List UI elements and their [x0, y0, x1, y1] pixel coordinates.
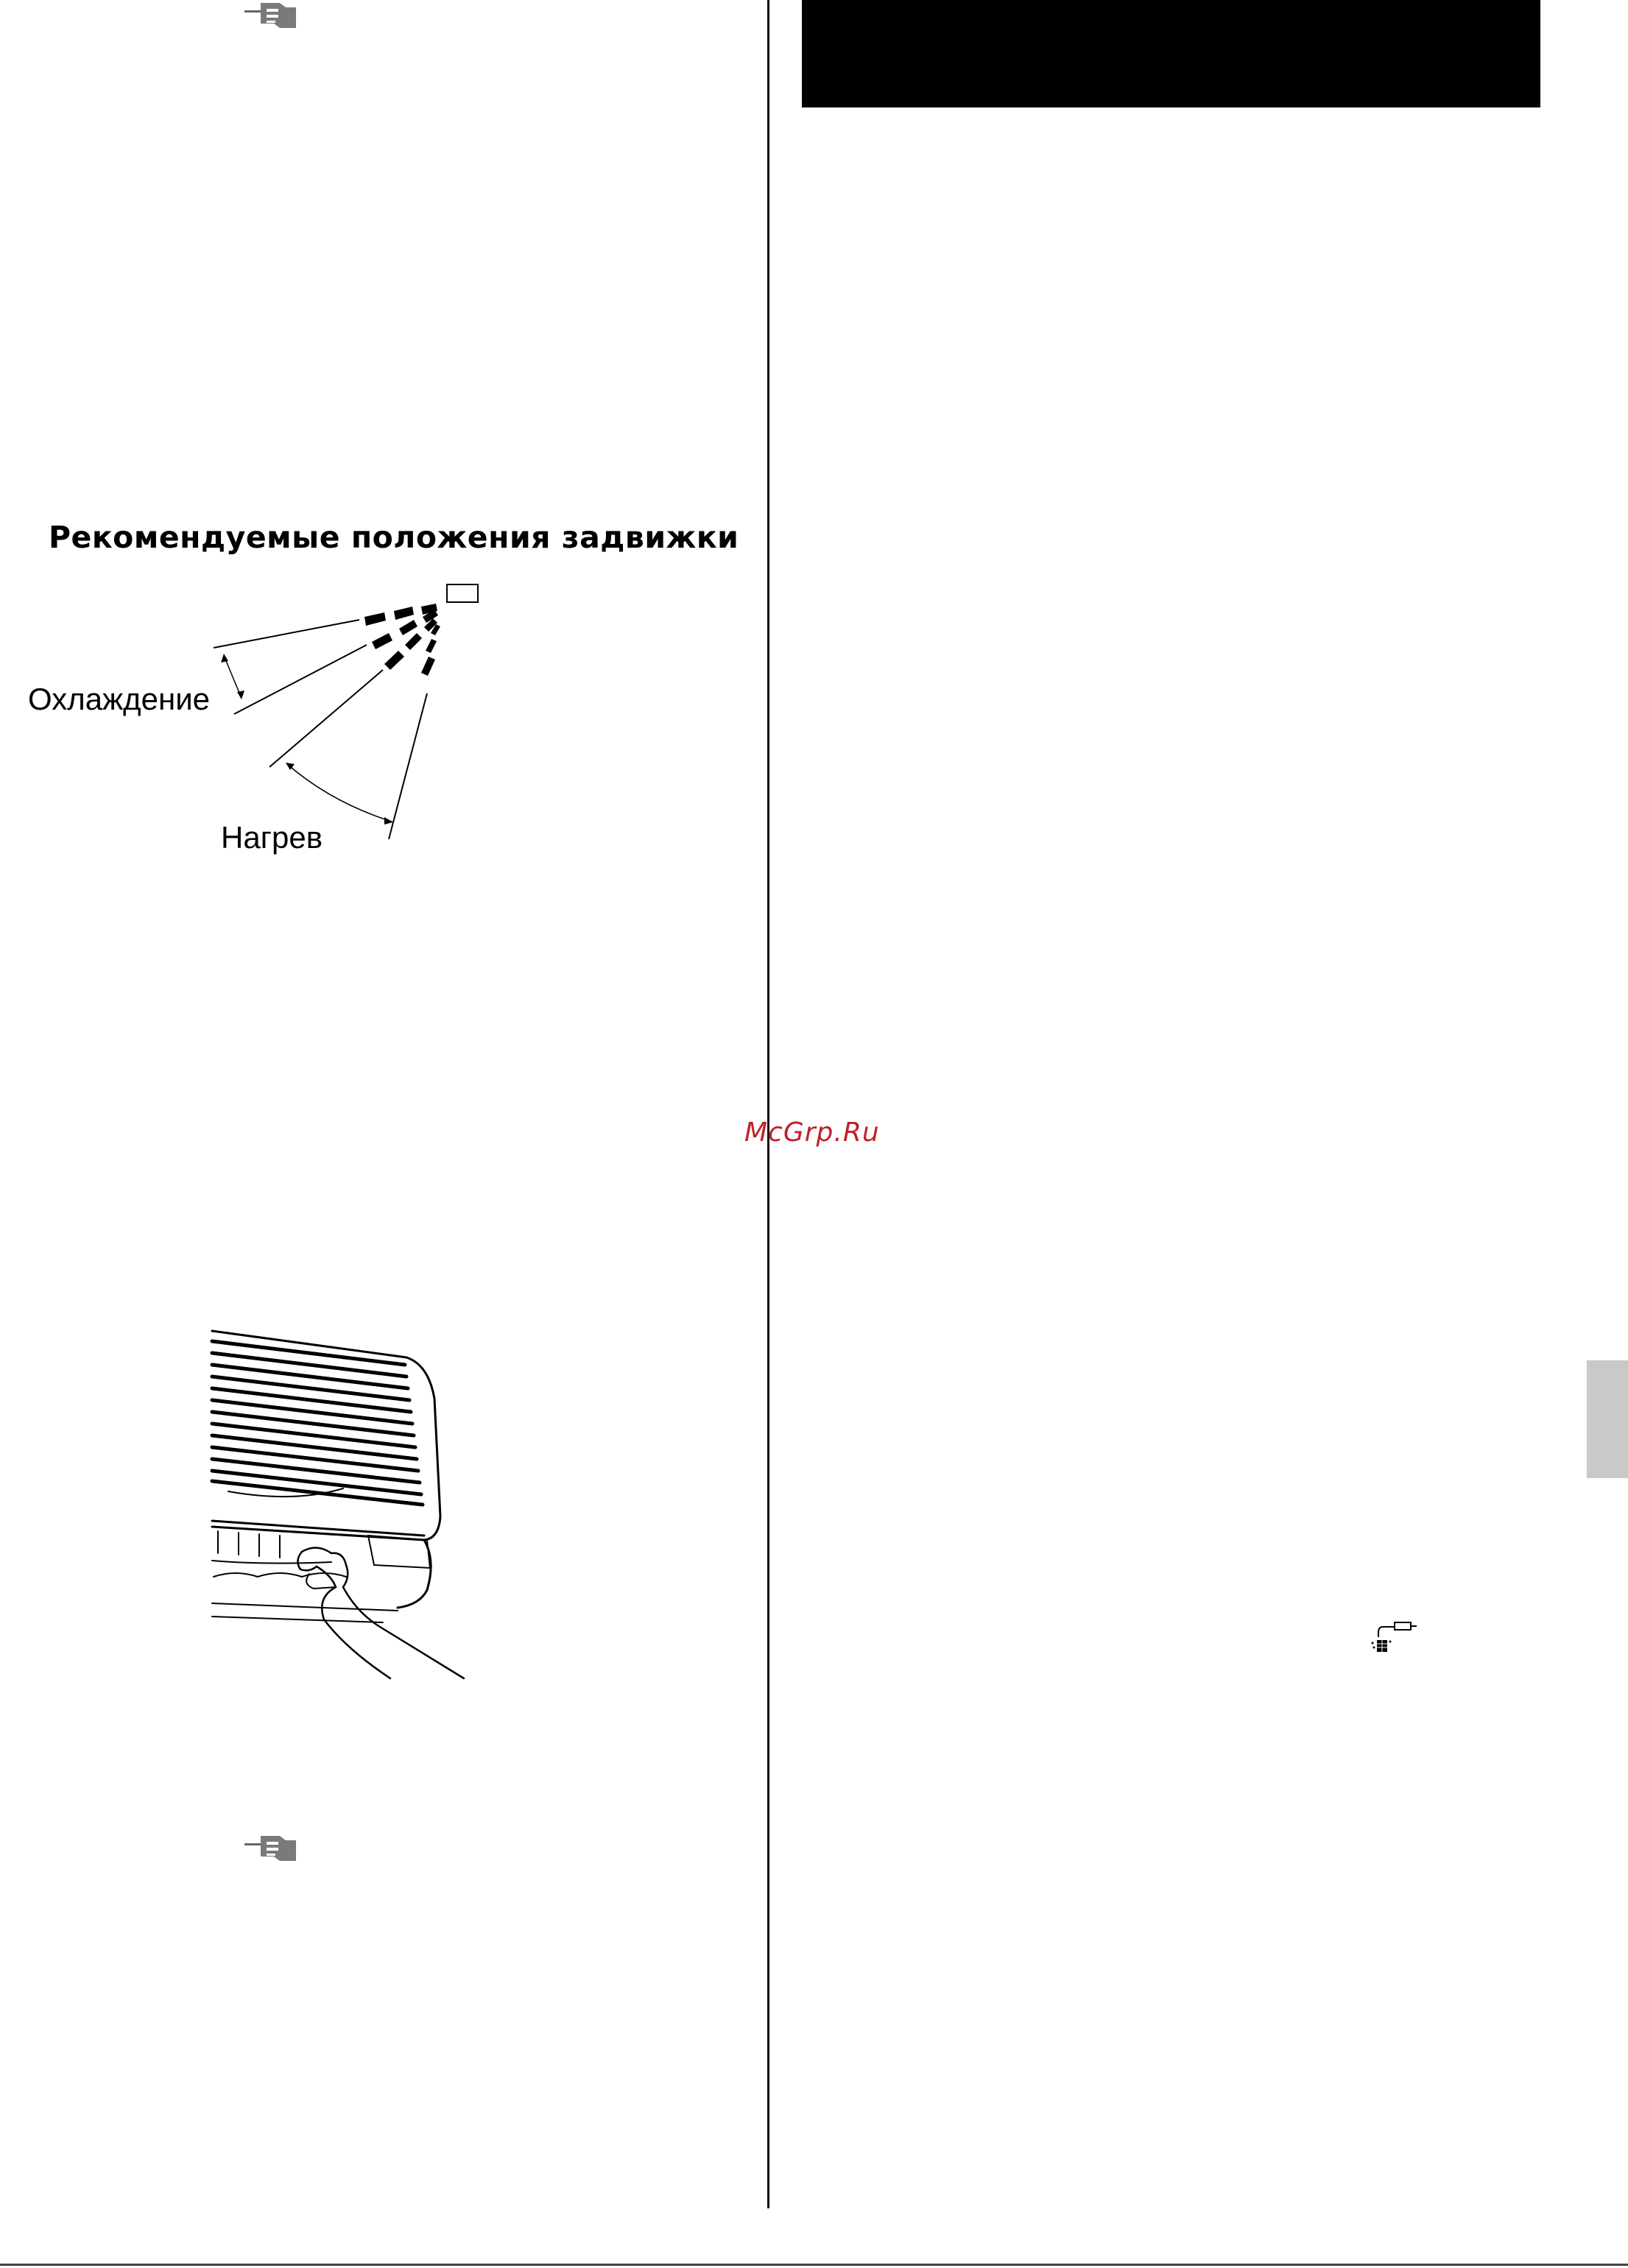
bottom-rule [0, 2264, 1628, 2266]
heating-label: Нагрев [221, 820, 323, 855]
pointing-hand-note-icon [244, 1833, 300, 1865]
louver-position-diagram [191, 574, 501, 854]
hand-adjusting-louver-illustration [206, 1318, 471, 1686]
watermark: McGrp.Ru [744, 1117, 880, 1148]
cooling-label: Охлаждение [28, 682, 211, 716]
column-divider [767, 0, 769, 2208]
unit-outline [447, 584, 478, 602]
section-heading: Рекомендуемые положения задвижки [49, 520, 739, 555]
header-bar [802, 0, 1540, 107]
faucet-drain-icon [1370, 1619, 1418, 1656]
louver-blades [364, 604, 440, 676]
pointing-hand-note-icon [244, 0, 300, 32]
side-tab [1587, 1360, 1628, 1478]
